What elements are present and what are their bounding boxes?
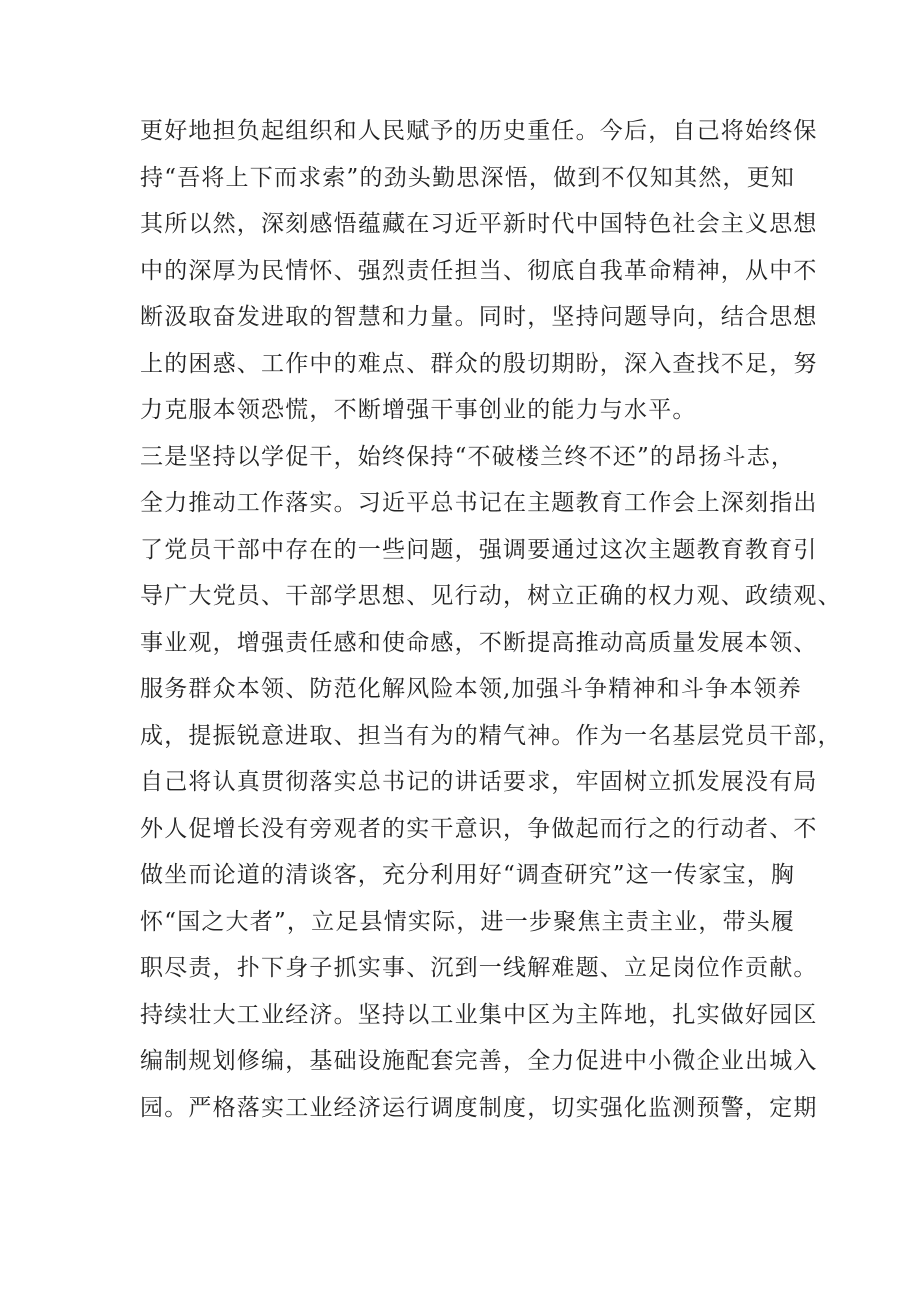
- text-line: 上的困惑、工作中的难点、群众的殷切期盼，深入查找不足，努: [140, 350, 818, 377]
- text-line: 断汲取奋发进取的智慧和力量。同时，坚持问题导向，结合思想: [140, 304, 818, 330]
- text-line: 怀“国之大者”，立足县情实际，进一步聚焦主责主业，带头履: [140, 908, 796, 935]
- text-line: 自己将认真贯彻落实总书记的讲话要求，牢固树立抓发展没有局: [140, 769, 818, 795]
- text-line: 更好地担负起组织和人民赋予的历史重任。今后，自己将始终保: [140, 118, 818, 144]
- text-line: 三是坚持以学促干，始终保持“不破楼兰终不还”的昂扬斗志，: [140, 443, 796, 470]
- text-line: 事业观，增强责任感和使命感，不断提高推动高质量发展本领、: [140, 629, 818, 656]
- text-line: 了党员干部中存在的一些问题，强调要通过这次主题教育教育引: [140, 536, 818, 563]
- body-text: [140, 108, 842, 1131]
- text-line: 园。严格落实工业经济运行调度制度，切实强化监测预警，定期: [140, 1094, 818, 1121]
- text-line: 导广大党员、干部学思想、见行动，树立正确的权力观、政绩观、: [140, 583, 842, 609]
- text-line: 服务群众本领、防范化解风险本领,加强斗争精神和斗争本领养: [140, 676, 802, 702]
- text-line: 中的深厚为民情怀、强烈责任担当、彻底自我革命精神，从中不: [140, 257, 818, 284]
- text-line: 力克服本领恐慌，不断增强干事创业的能力与水平。: [140, 397, 697, 423]
- text-line: 成，提振锐意进取、担当有为的精气神。作为一名基层党员干部，: [140, 722, 842, 749]
- text-line: 持续壮大工业经济。坚持以工业集中区为主阵地，扎实做好园区: [140, 1001, 818, 1028]
- text-line: 外人促增长没有旁观者的实干意识，争做起而行之的行动者、不: [140, 815, 818, 842]
- text-line: 持“吾将上下而求索”的劲头勤思深悟，做到不仅知其然，更知: [140, 164, 796, 191]
- text-line: 编制规划修编，基础设施配套完善，全力促进中小微企业出城入: [140, 1048, 818, 1074]
- text-line: 做坐而论道的清谈客，充分利用好“调查研究”这一传家宝，胸: [140, 862, 796, 888]
- text-line: 职尽责，扑下身子抓实事、沉到一线解难题、立足岗位作贡献。: [140, 955, 818, 981]
- text-line: 其所以然，深刻感悟蕴藏在习近平新时代中国特色社会主义思想: [140, 211, 818, 237]
- text-line: 全力推动工作落实。习近平总书记在主题教育工作会上深刻指出: [140, 490, 818, 516]
